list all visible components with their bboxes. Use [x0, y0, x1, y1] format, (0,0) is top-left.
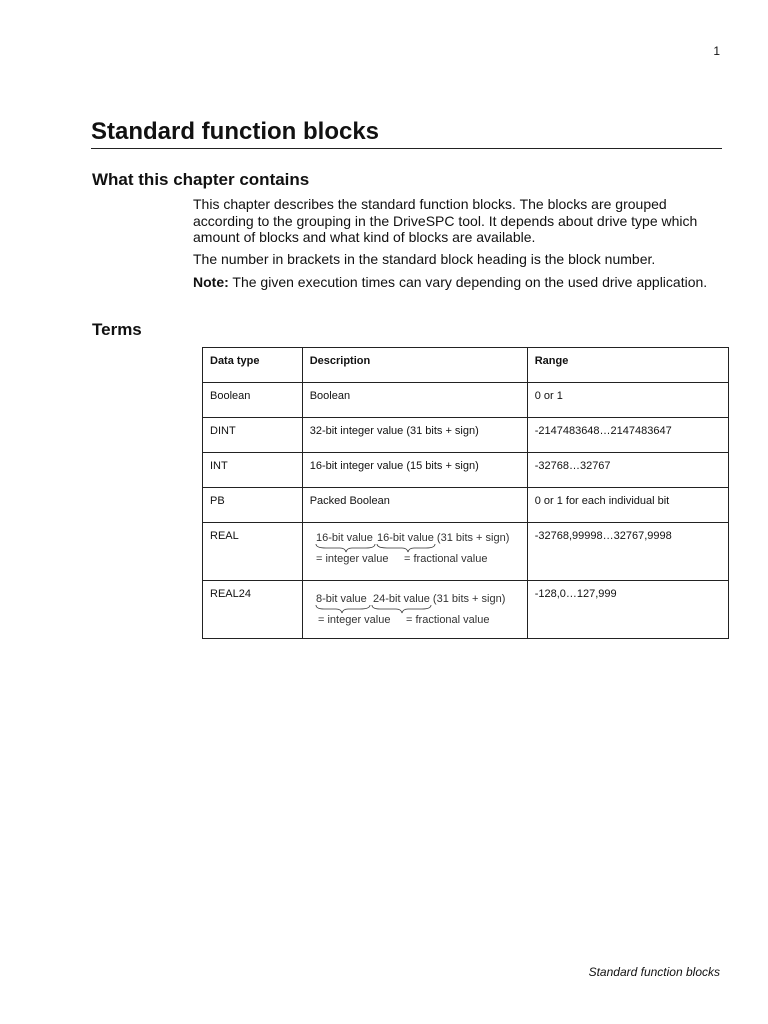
section-heading-chapter-contents: What this chapter contains [92, 170, 310, 189]
diagram-brace-fraction [372, 605, 431, 613]
note-text: The given execution times can vary depending on the used drive application. [228, 274, 708, 290]
table-row [203, 453, 729, 488]
table-row [203, 523, 729, 581]
intro-paragraph: This chapter describes the standard function blocks. The blocks are grouped according to the grouping in the DriveSPC tool. It depends about drive type which amount of blocks and what kind of blocks are available. [193, 196, 698, 245]
cell-type: REAL [203, 523, 303, 581]
page-number: 1 [713, 44, 720, 58]
diagram-label2: = fractional value [405, 614, 490, 626]
cell-description: 16-bit integer value (15 bits + sign) [302, 453, 527, 488]
table-row [203, 488, 729, 523]
table-row [203, 383, 729, 418]
cell-description [302, 581, 527, 639]
cell-type: DINT [203, 418, 303, 453]
chapter-title: Standard function blocks [91, 118, 722, 149]
cell-range: -32768…32767 [527, 453, 728, 488]
cell-type: INT [203, 453, 303, 488]
diagram-part2: 24-bit value (31 bits + sign) [372, 593, 506, 605]
note-label: Note: [193, 274, 229, 290]
cell-range: -128,0…127,999 [527, 581, 728, 639]
section-heading-terms: Terms [92, 320, 142, 339]
terms-table [202, 347, 729, 639]
cell-description: Boolean [302, 383, 527, 418]
header-data-type: Data type [203, 348, 303, 383]
table-row [203, 581, 729, 639]
header-description: Description [302, 348, 527, 383]
real-bit-diagram [310, 530, 520, 570]
cell-description: Packed Boolean [302, 488, 527, 523]
cell-description: 32-bit integer value (31 bits + sign) [302, 418, 527, 453]
cell-range: -32768,99998…32767,9998 [527, 523, 728, 581]
cell-range: 0 or 1 [527, 383, 728, 418]
cell-type: REAL24 [203, 581, 303, 639]
cell-description [302, 523, 527, 581]
page-footer: Standard function blocks [588, 965, 720, 979]
diagram-label1: = integer value [315, 553, 389, 565]
diagram-part1: 16-bit value [315, 532, 373, 544]
table-row [203, 418, 729, 453]
cell-range: -2147483648…2147483647 [527, 418, 728, 453]
header-range: Range [527, 348, 728, 383]
table-header-row [203, 348, 729, 383]
block-number-paragraph: The number in brackets in the standard block heading is the block number. [193, 251, 656, 267]
diagram-brace-integer [316, 544, 375, 552]
diagram-brace-fraction [377, 544, 435, 552]
diagram-part2: 16-bit value (31 bits + sign) [376, 532, 510, 544]
cell-type: PB [203, 488, 303, 523]
diagram-brace-integer [316, 605, 370, 613]
diagram-label2: = fractional value [403, 553, 488, 565]
cell-type: Boolean [203, 383, 303, 418]
cell-range: 0 or 1 for each individual bit [527, 488, 728, 523]
diagram-part1: 8-bit value [315, 593, 367, 605]
diagram-label1: = integer value [317, 614, 391, 626]
real24-bit-diagram [310, 588, 520, 628]
note-paragraph [193, 274, 728, 291]
